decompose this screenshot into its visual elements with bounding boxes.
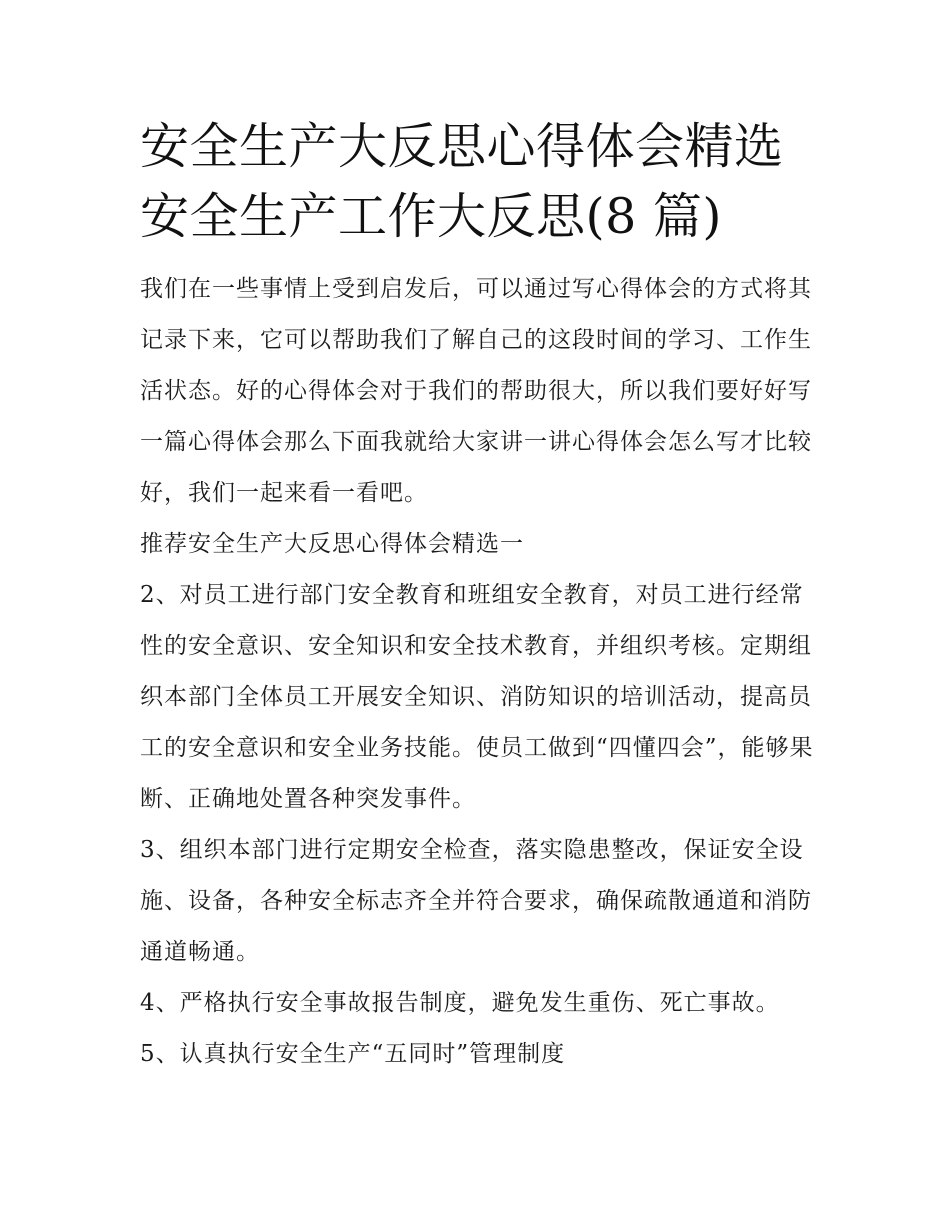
intro-paragraph: 我们在一些事情上受到启发后，可以通过写心得体会的方式将其记录下来，它可以帮助我们了解自己的这段时间的学习、工作生活状态。好的心得体会对于我们的帮助很大，所以我们要好好写一篇心得体会那么下面我就给大家讲一讲心得体会怎么写才比较好，我们一起来看一看吧。 (140, 276, 812, 506)
item-4-paragraph: 4、严格执行安全事故报告制度，避免发生重伤、死亡事故。 (140, 990, 780, 1016)
document-body (140, 112, 820, 1080)
section-heading: 推荐安全生产大反思心得体会精选一 (140, 531, 524, 557)
item-2-paragraph: 2、对员工进行部门安全教育和班组安全教育，对员工进行经常性的安全意识、安全知识和安全技术教育，并组织考核。定期组织本部门全体员工开展安全知识、消防知识的培训活动，提高员工的安全意识和安全业务技能。使员工做到“四懂四会”，能够果断、正确地处置各种突发事件。 (140, 582, 814, 812)
item-5-paragraph: 5、认真执行安全生产“五同时”管理制度 (140, 1041, 566, 1067)
item-3-paragraph: 3、组织本部门进行定期安全检查，落实隐患整改，保证安全设施、设备，各种安全标志齐全并符合要求，确保疏散通道和消防通道畅通。 (140, 837, 812, 965)
title-line-1: 安全生产大反思心得体会精选 (140, 118, 784, 175)
document-title (140, 112, 820, 252)
title-line-2: 安全生产工作大反思(8 篇) (140, 188, 722, 245)
